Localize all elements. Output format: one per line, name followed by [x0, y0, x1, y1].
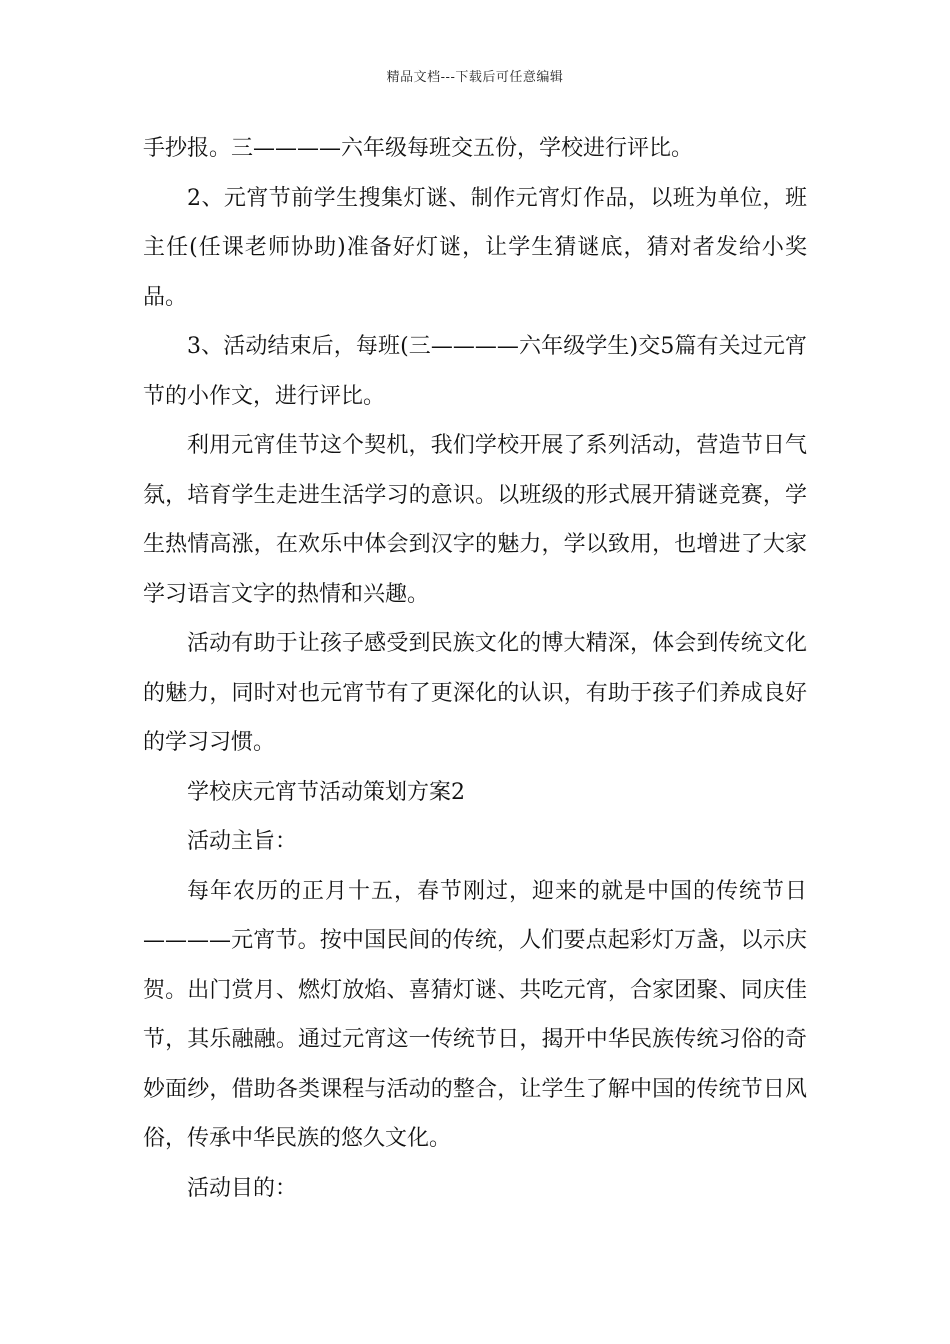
section-title: 学校庆元宵节活动策划方案2 — [187, 779, 465, 805]
paragraph-5: 活动有助于让孩子感受到民族文化的博大精深，体会到传统文化的魅力，同时对也元宵节有了更深化的认识，有助于孩子们养成良好的学习习惯。 — [143, 631, 807, 755]
subheading-activity-purpose: 活动主旨： — [187, 829, 298, 854]
paragraph-1: 手抄报。三————六年级每班交五份，学校进行评比。 — [143, 136, 694, 161]
paragraph-6: 每年农历的正月十五，春节刚过，迎来的就是中国的传统节日————元宵节。按中国民间的传统，人们要点起彩灯万盏，以示庆贺。出门赏月、燃灯放焰、喜猜灯谜、共吃元宵，合家团聚、同庆佳节，其乐融融。通过元宵这一传统节日，揭开中华民族传统习俗的奇妙面纱，借助各类课程与活动的整合，让学生了解中国的传统节日风俗，传承中华民族的悠久文化。 — [143, 878, 807, 1151]
page-header: 精品文档---下载后可任意编辑 — [386, 70, 564, 85]
paragraph-3: 3、活动结束后，每班(三————六年级学生)交5篇有关过元宵节的小作文，进行评比。 — [143, 334, 807, 409]
document-body — [143, 124, 807, 1213]
paragraph-2: 2、元宵节前学生搜集灯谜、制作元宵灯作品，以班为单位，班主任(任课老师协助)准备好灯谜，让学生猜谜底，猜对者发给小奖品。 — [143, 185, 807, 310]
subheading-activity-goal: 活动目的： — [187, 1175, 298, 1201]
paragraph-4: 利用元宵佳节这个契机，我们学校开展了系列活动，营造节日气氛，培育学生走进生活学习的意识。以班级的形式展开猜谜竞赛，学生热情高涨，在欢乐中体会到汉字的魅力，学以致用，也增进了大家学习语言文字的热情和兴趣。 — [143, 433, 807, 607]
